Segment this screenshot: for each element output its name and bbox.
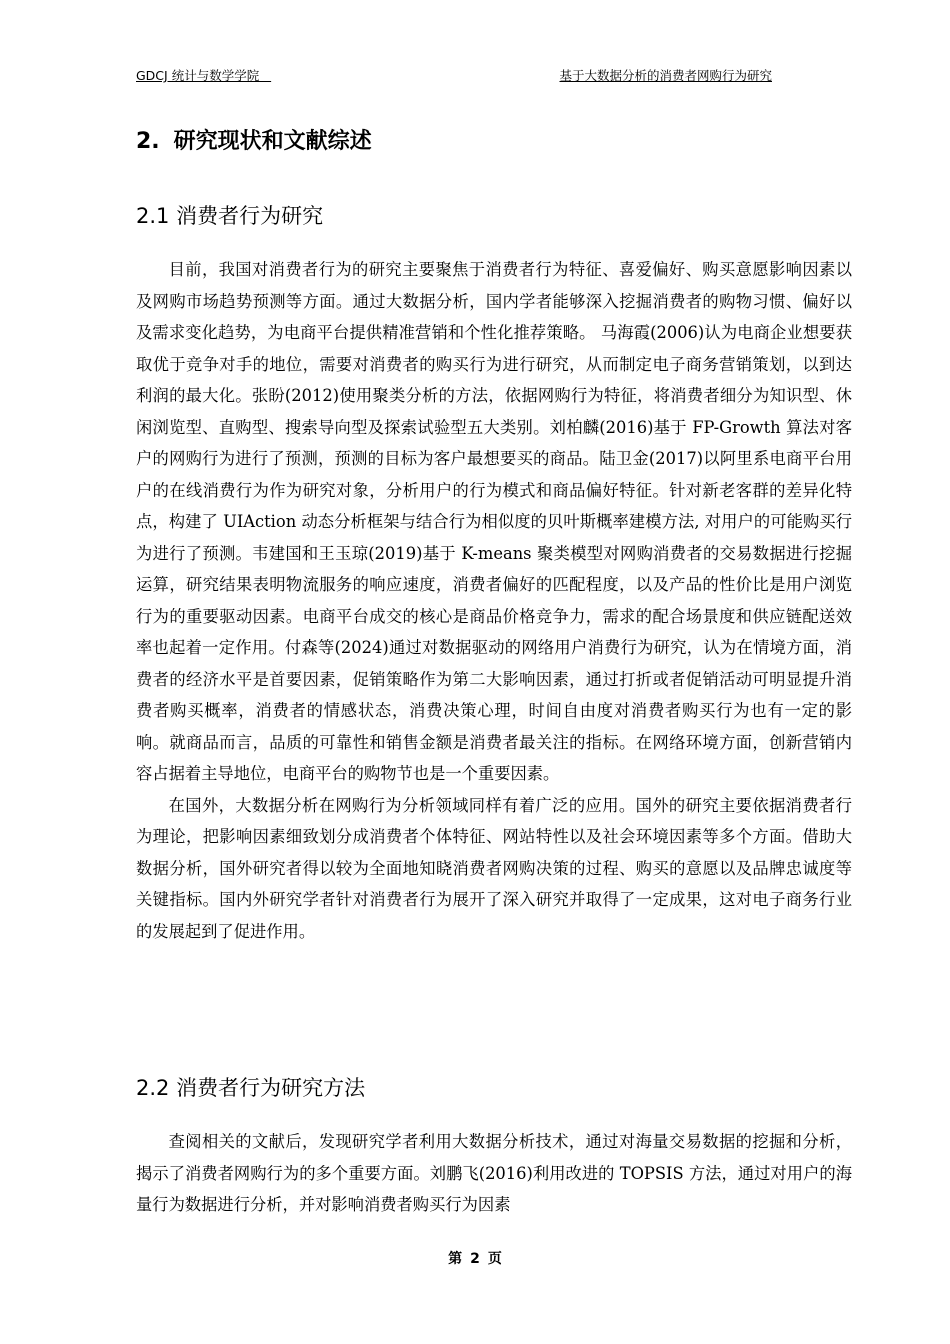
page-number: 2 <box>470 1251 480 1267</box>
subsection-heading-2-1: 2.1 消费者行为研究 <box>136 204 324 228</box>
section-heading <box>136 126 372 158</box>
header-right-text: 基于大数据分析的消费者网购行为研究 <box>559 68 772 83</box>
paragraph: 查阅相关的文献后，发现研究学者利用大数据分析技术，通过对海量交易数据的挖掘和分析，揭示了消费者网购行为的多个重要方面。刘鹏飞(2016)利用改进的 TOPSIS 方法，通过对用户的海量行为数据进行分析，并对影响消费者购买行为因素 <box>136 1132 852 1214</box>
page-number-prefix: 第 <box>448 1251 463 1267</box>
subsection-heading-2-2: 2.2 消费者行为研究方法 <box>136 1076 366 1100</box>
paragraph: 目前，我国对消费者行为的研究主要聚焦于消费者行为特征、喜爱偏好、购买意愿影响因素以及网购市场趋势预测等方面。通过大数据分析，国内学者能够深入挖掘消费者的购物习惯、偏好以及需求变化趋势，为电商平台提供精准营销和个性化推荐策略。 马海霞(2006)认为电商企业想要获取优于竞争对手的地位，需要对消费者的购买行为进行研究，从而制定电子商务营销策划，以到达利润的最大化。张盼(2012)使用聚类分析的方法，依据网购行为特征，将消费者细分为知识型、休闲浏览型、直购型、搜索导向型及探索试验型五大类别。刘柏麟(2016)基于 FP-Growth 算法对客户的网购行为进行了预测，预测的目标为客户最想要买的商品。陆卫金(2017)以阿里系电商平台用户的在线消费行为作为研究对象，分析用户的行为模式和商品偏好特征。针对新老客群的差异化特点，构建了 UIAction 动态分析框架与结合行为相似度的贝叶斯概率建模方法, 对用户的可能购买行为进行了预测。韦建国和王玉琼(2019)基于 K-means 聚类模型对网购消费者的交易数据进行挖掘运算，研究结果表明物流服务的响应速度，消费者偏好的匹配程度，以及产品的性价比是用户浏览行为的重要驱动因素。电商平台成交的核心是商品价格竞争力，需求的配合场景度和供应链配送效率也起着一定作用。付森等(2024)通过对数据驱动的网络用户消费行为研究，认为在情境方面，消费者的经济水平是首要因素，促销策略作为第二大影响因素，通过打折或者促销活动可明显提升消费者购买概率，消费者的情感状态，消费决策心理，时间自由度对消费者购买行为也有一定的影响。就商品而言，品质的可靠性和销售金额是消费者最关注的指标。在网络环境方面，创新营销内容占据着主导地位，电商平台的购物节也是一个重要因素。 <box>136 260 852 783</box>
header-left-text: GDCJ 统计与数学学院 <box>136 68 272 83</box>
page-number-suffix: 页 <box>487 1251 502 1267</box>
subsection-body-2-1 <box>136 254 852 947</box>
paragraph: 在国外，大数据分析在网购行为分析领域同样有着广泛的应用。国外的研究主要依据消费者行为理论，把影响因素细致划分成消费者个体特征、网站特性以及社会环境因素等多个方面。借助大数据分析，国外研究者得以较为全面地知晓消费者网购决策的过程、购买的意愿以及品牌忠诚度等关键指标。国内外研究学者针对消费者行为展开了深入研究并取得了一定成果，这对电子商务行业的发展起到了促进作用。 <box>136 795 852 941</box>
page-footer <box>0 1249 950 1269</box>
page-header <box>136 68 772 86</box>
subsection-body-2-2 <box>136 1126 852 1221</box>
section-title: 研究现状和文献综述 <box>173 129 372 154</box>
section-number: 2. <box>136 129 160 154</box>
